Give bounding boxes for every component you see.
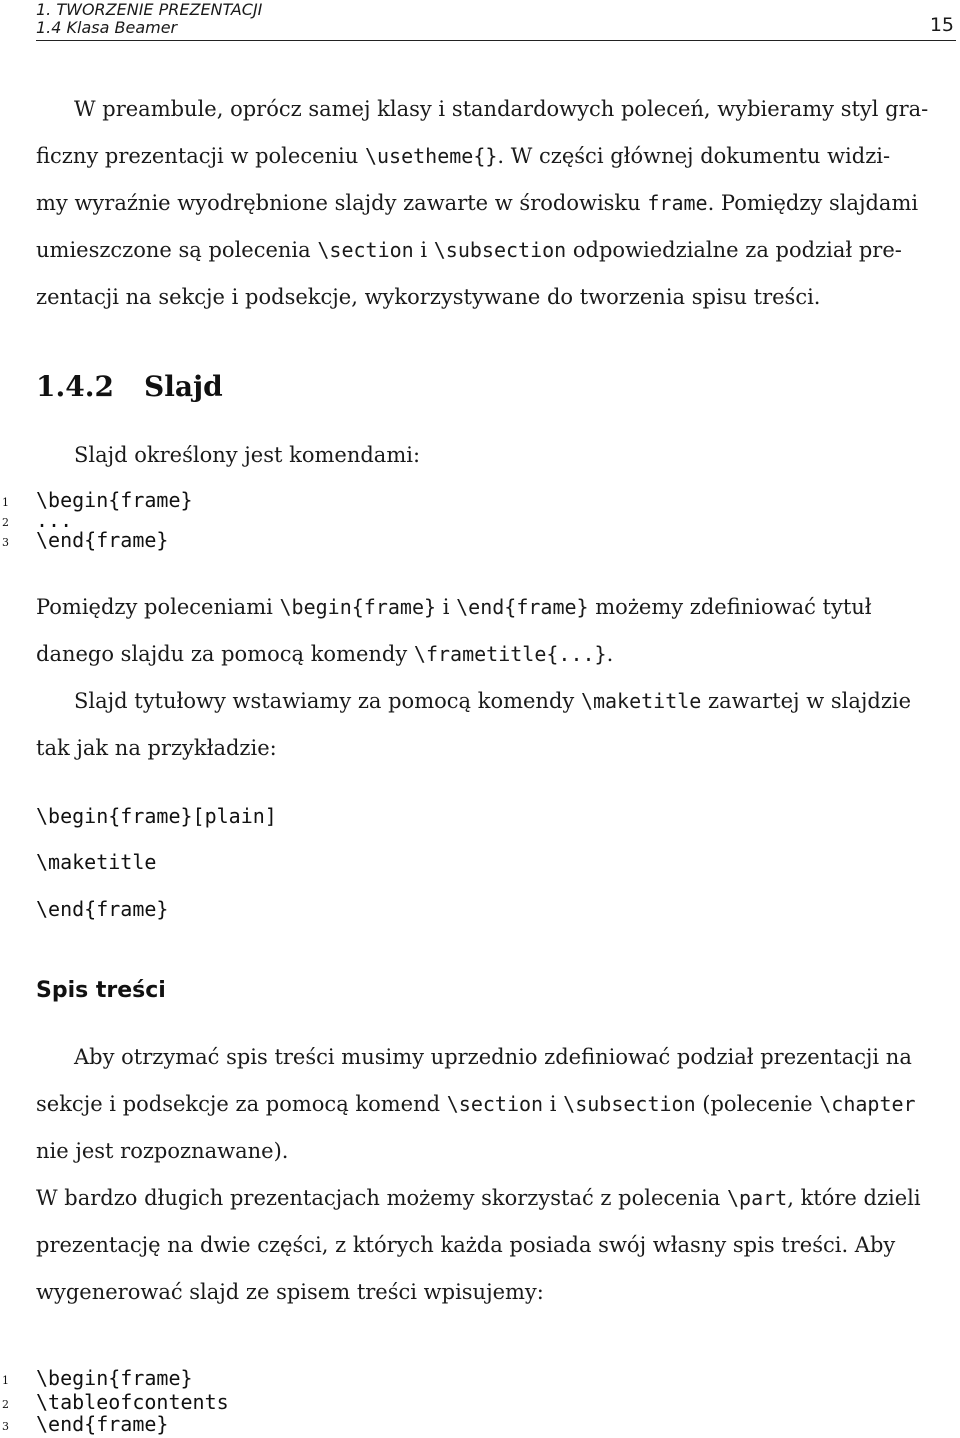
toc-line-1: Aby otrzymać spis treści musimy uprzednio zdefiniować podział prezentacji na <box>74 1045 912 1069</box>
code-line: \begin{frame}[plain] <box>36 804 277 828</box>
frametitle-line-1: Pomiędzy poleceniami \begin{frame} i \end{frame} możemy zdefiniować tytuł <box>36 595 872 619</box>
intro-line-5: zentacji na sekcje i podsekcje, wykorzystywane do tworzenia spisu treści. <box>36 285 821 309</box>
code-line: \maketitle <box>36 850 157 874</box>
inline-code: \section <box>446 1092 544 1116</box>
line-number: 3 <box>2 536 9 549</box>
listing-code: \tableofcontents <box>36 1390 229 1414</box>
toc-line-4: W bardzo długich prezentacjach możemy skorzystać z polecenia \part, które dzieli <box>36 1186 921 1210</box>
toc-line-6: wygenerować slajd ze spisem treści wpisujemy: <box>36 1280 544 1304</box>
toc-heading: Spis treści <box>36 978 166 1003</box>
page-number: 15 <box>929 14 954 36</box>
inline-code: \begin{frame} <box>279 595 437 619</box>
listing-code: \begin{frame} <box>36 1366 193 1390</box>
intro-line-2: ficzny prezentacji w poleceniu \usetheme{}. W części głównej dokumentu widzi- <box>36 144 891 168</box>
line-number: 1 <box>2 1374 9 1387</box>
inline-code: \chapter <box>819 1092 916 1116</box>
intro-line-3: my wyraźnie wyodrębnione slajdy zawarte w środowisku frame. Pomiędzy slajdami <box>36 191 919 215</box>
section-title: Slajd <box>144 370 223 403</box>
intro-line-1: W preambule, oprócz samej klasy i standardowych poleceń, wybieramy styl gra- <box>74 97 929 121</box>
line-number: 3 <box>2 1420 9 1433</box>
maketitle-paragraph <box>36 678 956 772</box>
section-heading <box>36 370 223 403</box>
listing-code: \end{frame} <box>36 1412 169 1436</box>
inline-code: frame <box>647 191 708 215</box>
running-header-section: 1.4 Klasa Beamer <box>36 18 178 37</box>
inline-code: \usetheme{} <box>364 144 498 168</box>
inline-code: \subsection <box>433 238 567 262</box>
slide-intro-text: Slajd określony jest komendami: <box>74 443 421 467</box>
intro-line-4: umieszczone są polecenia \section i \subsection odpowiedzialne za podział pre- <box>36 238 902 262</box>
running-header-chapter: 1. TWORZENIE PREZENTACJI <box>36 0 263 19</box>
inline-code: \subsection <box>563 1092 696 1116</box>
code-line: \end{frame} <box>36 897 169 921</box>
intro-paragraph <box>36 86 956 321</box>
inline-code: \section <box>317 238 414 262</box>
listing-code: \begin{frame} <box>36 488 193 512</box>
toc-line-2: sekcje i podsekcje za pomocą komend \section i \subsection (polecenie \chapter <box>36 1092 916 1116</box>
line-number: 2 <box>2 1398 9 1411</box>
frametitle-line-2: danego slajdu za pomocą komendy \frametitle{...}. <box>36 642 614 666</box>
frametitle-paragraph <box>36 584 956 678</box>
inline-code: \maketitle <box>580 689 702 713</box>
toc-line-5: prezentację na dwie części, z których każda posiada swój własny spis treści. Aby <box>36 1233 896 1257</box>
toc-paragraph <box>36 1034 956 1316</box>
inline-code: \frametitle{...} <box>413 642 607 666</box>
line-number: 1 <box>2 496 9 509</box>
line-number: 2 <box>2 516 9 529</box>
listing-code: ... <box>36 508 73 532</box>
slide-intro-paragraph <box>36 432 956 479</box>
toc-line-3: nie jest rozpoznawane). <box>36 1139 289 1163</box>
inline-code: \part <box>727 1186 788 1210</box>
maketitle-line-2: tak jak na przykładzie: <box>36 736 277 760</box>
maketitle-line-1: Slajd tytułowy wstawiamy za pomocą komendy \maketitle zawartej w slajdzie <box>74 689 912 713</box>
inline-code: \end{frame} <box>456 595 589 619</box>
section-number: 1.4.2 <box>36 370 114 403</box>
listing-code: \end{frame} <box>36 528 169 552</box>
header-rule <box>36 40 956 41</box>
